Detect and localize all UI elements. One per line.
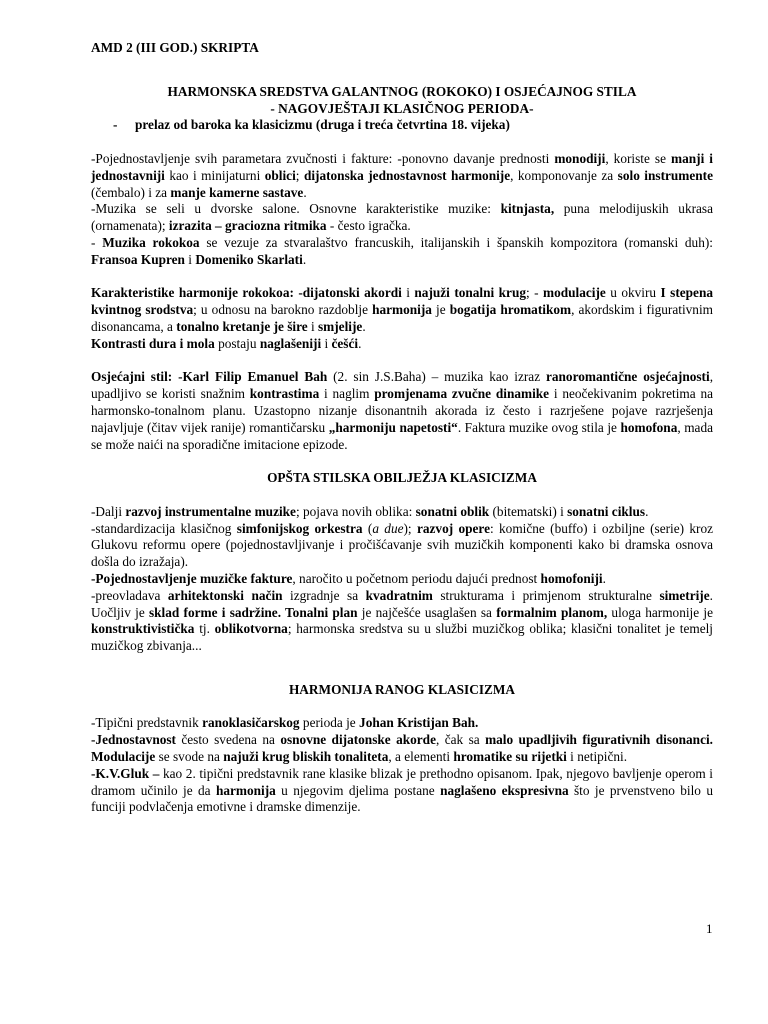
text-run: što je prvenstveno bilo u funciji podvlačenja emotivne i dramske dimenzije. <box>91 782 713 815</box>
emphasized-text: simfonijskog orkestra <box>236 520 363 536</box>
text-run: -Dalji <box>91 503 126 519</box>
main-title-line2: - NAGOVJEŠTAJI KLASIČNOG PERIODA- <box>270 100 534 116</box>
text-run: ; - <box>526 285 544 301</box>
text-run: uloga harmonije je <box>607 604 713 620</box>
page-number: 1 <box>706 921 713 936</box>
emphasized-text: a due <box>372 520 404 536</box>
paragraph <box>91 369 713 453</box>
title-subtitle: prelaz od baroka ka klasicizmu (druga i treća četvrtina 18. vijeka) <box>135 117 510 133</box>
emphasized-text: naglašeniji <box>259 335 322 351</box>
emphasized-text: manje kamerne sastave <box>170 184 304 200</box>
text-run: , akordskim i figurativnim disonancama, a <box>91 302 713 334</box>
text-run: u njegovim djelima postane <box>275 782 441 798</box>
emphasized-text: ranoklasičarskog <box>202 715 300 731</box>
paragraph <box>91 285 713 335</box>
text-run: i netipični. <box>566 749 628 765</box>
emphasized-text: -K.V.Gluk – <box>91 765 160 781</box>
paragraph <box>91 571 713 588</box>
emphasized-text: manji i jednostavniji <box>91 150 713 183</box>
emphasized-text: razvoj instrumentalne muzike <box>125 503 296 519</box>
paragraph <box>91 715 713 732</box>
emphasized-text: monodiji <box>554 150 606 166</box>
text-run: (čembalo) i za <box>91 184 171 200</box>
text-run: - često igračka. <box>326 218 411 234</box>
emphasized-text: Osjećajni stil: -Karl Filip Emanuel Bah <box>91 369 328 385</box>
emphasized-text: naglašeno ekspresivna <box>440 782 569 798</box>
emphasized-text: malo upadljivih figurativnih disonanci. Modulacije <box>91 732 713 765</box>
emphasized-text: najuži krug bliskih tonaliteta <box>223 749 389 765</box>
emphasized-text: -Pojednostavljenje muzičke fakture <box>91 570 293 586</box>
emphasized-text: harmonija <box>215 782 276 798</box>
text-run: ; <box>295 167 304 183</box>
paragraph <box>91 201 713 235</box>
emphasized-text: sonatni oblik <box>415 503 490 519</box>
emphasized-text: razvoj opere <box>416 520 490 536</box>
text-run: ; harmonska sredstva su u službi muzičkog oblika; klasični tonalitet je temelj muzičkog zbivanja... <box>91 621 713 654</box>
emphasized-text: I stepena kvintnog srodstva <box>91 285 713 318</box>
emphasized-text: Muzika rokokoa <box>102 234 200 250</box>
text-run: , čak sa <box>435 732 486 748</box>
paragraph <box>91 336 713 353</box>
text-run: . <box>602 570 606 586</box>
text-run: -standardizacija klasičnog <box>91 520 237 536</box>
emphasized-text: Johan Kristijan Bah. <box>359 715 479 731</box>
emphasized-text: hromatike su rijetki <box>453 749 567 765</box>
text-run: strukturama i primjenom strukturalne <box>432 587 660 603</box>
paragraph <box>91 151 713 201</box>
text-run: : komične (buffo) i ozbiljne (serie) kroz Glukovu reformu opere (pojednostavljivanje i pročišćavanje svih muzičkih komponenti kako bi dramska osnova došla do izražaja). <box>91 520 714 570</box>
text-run: -Muzika se seli u dvorske salone. Osnovne karakteristike muzike: <box>91 201 501 217</box>
text-run: je <box>431 302 450 318</box>
text-run: ( <box>362 520 373 536</box>
emphasized-text: kontrastima <box>249 386 320 402</box>
section-heading-classicism: OPŠTA STILSKA OBILJEŽJA KLASICIZMA <box>267 470 537 486</box>
emphasized-text: -Jednostavnost <box>91 732 176 748</box>
emphasized-text: homofoniji <box>540 570 603 586</box>
emphasized-text: dijatonska jednostavnost harmonije <box>303 167 511 183</box>
emphasized-text: formalnim planom, <box>496 604 608 620</box>
text-run: (2. sin J.S.Baha) – muzika kao izraz <box>327 369 546 385</box>
text-run: . Faktura muzike ovog stila je <box>457 419 621 435</box>
main-title: HARMONSKA SREDSTVA GALANTNOG (ROKOKO) I OSJEĆAJNOG STILA <box>167 83 637 99</box>
emphasized-text: oblikotvorna <box>214 621 288 637</box>
text-run: , mada se može naići na sporadične imitacione epizode. <box>91 419 713 452</box>
text-run: često svedena na <box>175 732 281 748</box>
text-run: i neočekivanim pokretima na harmonsko-tonalnom planu. Uzastopno nizanje disonantnih akorada iz često i razrješene pojave razrješenja najavljuje (čitav vijek ranije) romantičarsku <box>91 386 713 435</box>
text-run: . <box>645 503 649 519</box>
emphasized-text: bogatija hromatikom <box>449 302 572 318</box>
text-run: -Tipični predstavnik <box>91 715 203 731</box>
text-run: . <box>358 335 362 351</box>
text-run: , komponovanje za <box>510 167 618 183</box>
text-run: , upadljivo se koristi snažnim <box>91 369 714 402</box>
text-run: - <box>91 234 103 250</box>
emphasized-text: arhitektonski način <box>167 587 283 603</box>
emphasized-text: „harmoniju napetosti“ <box>328 419 458 435</box>
text-run: postaju <box>214 335 260 351</box>
paragraph <box>91 766 713 816</box>
text-run: izgradnje sa <box>282 587 366 603</box>
emphasized-text: češći <box>331 335 359 351</box>
emphasized-text: sonatni ciklus <box>567 503 646 519</box>
document-header: AMD 2 (III GOD.) SKRIPTA <box>91 40 259 55</box>
emphasized-text: modulacije <box>543 285 606 301</box>
emphasized-text: promjenama zvučne dinamike <box>374 386 550 402</box>
emphasized-text: ranoromantične osjećajnosti <box>545 369 710 385</box>
section-heading-early-classicism: HARMONIJA RANOG KLASICIZMA <box>288 681 516 697</box>
text-run: i <box>401 285 415 301</box>
text-run: , a elementi <box>388 749 454 765</box>
emphasized-text: izrazita – graciozna ritmika <box>168 218 327 234</box>
text-run: i <box>307 318 318 334</box>
emphasized-text: tonalno kretanje je šire <box>176 318 308 334</box>
text-run: -preovladava <box>91 587 168 603</box>
text-run: . <box>303 184 307 200</box>
text-run: u okviru <box>605 285 661 301</box>
emphasized-text: Kontrasti dura i mola <box>91 335 215 351</box>
emphasized-text: Karakteristike harmonije rokokoa: -dijatonski akordi <box>91 285 402 301</box>
emphasized-text: sklad forme i sadržine. Tonalni plan <box>148 604 358 620</box>
text-run: ; pojava novih oblika: <box>295 503 416 519</box>
emphasized-text: simetrije <box>659 587 710 603</box>
text-run: . <box>362 318 366 334</box>
text-run: perioda je <box>299 715 360 731</box>
paragraph <box>91 235 713 269</box>
document-page <box>91 40 713 816</box>
text-run: ; u odnosu na barokno razdoblje <box>193 302 373 318</box>
emphasized-text: solo instrumente <box>617 167 713 183</box>
text-run: . <box>302 251 307 267</box>
text-run: i naglim <box>319 386 375 402</box>
paragraph <box>91 588 713 655</box>
main-title-line3 <box>91 117 713 134</box>
emphasized-text: kvadratnim <box>365 587 433 603</box>
text-run: , koriste se <box>605 150 672 166</box>
text-run: (bitematski) i <box>489 503 568 519</box>
text-run: tj. <box>194 621 215 637</box>
emphasized-text: smjelije <box>318 318 363 334</box>
emphasized-text: kitnjasta, <box>500 201 555 217</box>
text-run: ); <box>403 520 417 536</box>
text-run: kao 2. tipični predstavnik rane klasike blizak je prethodno opisanom. Ipak, njegovo bavljenje operom i dramom učinilo je da <box>91 765 713 798</box>
text-run: se vezuje za stvaralaštvo francuskih, italijanskih i španskih kompozitora (romanski duh): <box>199 234 713 250</box>
emphasized-text: konstruktivistička <box>91 621 195 637</box>
title-dash: - <box>113 117 118 133</box>
text-run: je najčešće usaglašen sa <box>357 604 497 620</box>
paragraph <box>91 521 713 571</box>
emphasized-text: Fransoa Kupren <box>91 251 185 267</box>
text-run: i <box>184 251 196 267</box>
text-run: , naročito u početnom periodu dajući prednost <box>292 570 541 586</box>
text-run: se svode na <box>155 749 224 765</box>
text-run: kao i minijaturni <box>164 167 265 183</box>
text-run: . Uočljiv je <box>91 587 713 620</box>
text-run: -Pojednostavljenje svih parametara zvučnosti i fakture: -ponovno davanje prednosti <box>91 150 555 166</box>
paragraph <box>91 732 713 766</box>
text-run: puna melodijuskih ukrasa (ornamenata); <box>91 201 713 234</box>
emphasized-text: oblici <box>264 167 296 183</box>
emphasized-text: harmonija <box>372 302 432 318</box>
emphasized-text: Domeniko Skarlati <box>195 251 303 267</box>
paragraph <box>91 504 713 521</box>
emphasized-text: osnovne dijatonske akorde <box>280 732 436 748</box>
emphasized-text: najuži tonalni krug <box>414 285 527 301</box>
text-run: i <box>321 335 332 351</box>
emphasized-text: homofona <box>620 419 678 435</box>
